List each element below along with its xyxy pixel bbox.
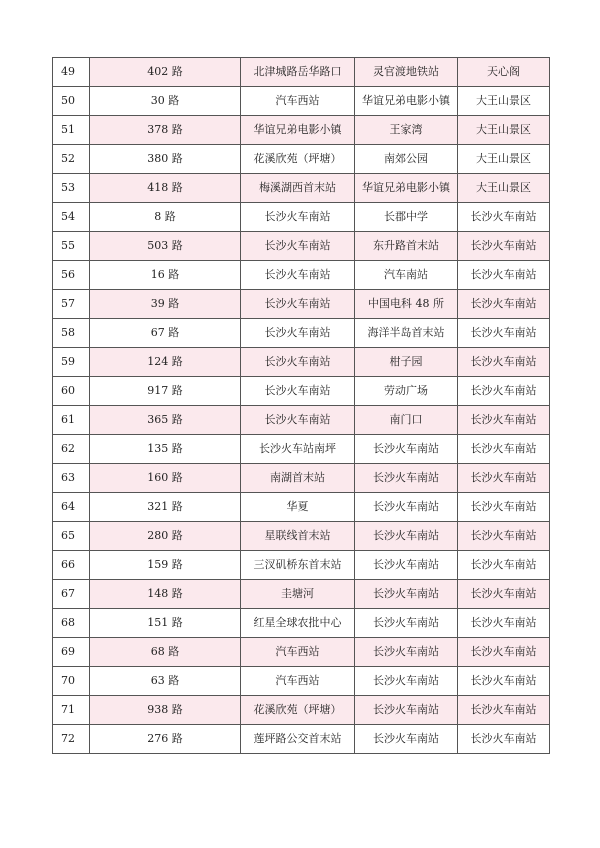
table-row: [53, 319, 550, 348]
cell-route: 280 路: [90, 522, 241, 551]
cell-station-b: 长沙火车南站: [355, 493, 458, 522]
cell-station-a: 花溪欣苑（坪塘）: [241, 696, 355, 725]
cell-route: 67 路: [90, 319, 241, 348]
cell-station-c: 长沙火车南站: [458, 464, 550, 493]
cell-station-a: 汽车西站: [241, 667, 355, 696]
cell-route: 365 路: [90, 406, 241, 435]
cell-route: 135 路: [90, 435, 241, 464]
table-row: [53, 638, 550, 667]
cell-station-b: 柑子园: [355, 348, 458, 377]
table-row: [53, 290, 550, 319]
cell-route: 8 路: [90, 203, 241, 232]
table-body: [53, 58, 550, 754]
cell-index: 66: [53, 551, 90, 580]
cell-index: 72: [53, 725, 90, 754]
table-row: [53, 203, 550, 232]
cell-station-b: 东升路首末站: [355, 232, 458, 261]
cell-station-c: 长沙火车南站: [458, 203, 550, 232]
cell-station-b: 海洋半岛首末站: [355, 319, 458, 348]
table-row: [53, 232, 550, 261]
cell-route: 160 路: [90, 464, 241, 493]
cell-station-a: 长沙火车南站: [241, 406, 355, 435]
cell-station-a: 汽车西站: [241, 638, 355, 667]
cell-index: 52: [53, 145, 90, 174]
cell-station-c: 长沙火车南站: [458, 319, 550, 348]
cell-station-c: 长沙火车南站: [458, 522, 550, 551]
cell-station-a: 北津城路岳华路口: [241, 58, 355, 87]
cell-station-c: 长沙火车南站: [458, 638, 550, 667]
table-row: [53, 522, 550, 551]
cell-index: 59: [53, 348, 90, 377]
cell-station-a: 三汊矶桥东首末站: [241, 551, 355, 580]
cell-station-c: 长沙火车南站: [458, 377, 550, 406]
cell-station-c: 长沙火车南站: [458, 696, 550, 725]
cell-station-c: 长沙火车南站: [458, 609, 550, 638]
cell-station-b: 南郊公园: [355, 145, 458, 174]
cell-route: 503 路: [90, 232, 241, 261]
cell-route: 124 路: [90, 348, 241, 377]
cell-index: 60: [53, 377, 90, 406]
cell-station-b: 长沙火车南站: [355, 435, 458, 464]
cell-route: 151 路: [90, 609, 241, 638]
cell-station-c: 大王山景区: [458, 87, 550, 116]
cell-station-b: 长沙火车南站: [355, 696, 458, 725]
cell-route: 321 路: [90, 493, 241, 522]
cell-station-c: 长沙火车南站: [458, 580, 550, 609]
cell-route: 16 路: [90, 261, 241, 290]
cell-station-a: 长沙火车南站: [241, 348, 355, 377]
cell-station-a: 莲坪路公交首末站: [241, 725, 355, 754]
cell-index: 62: [53, 435, 90, 464]
cell-station-a: 圭塘河: [241, 580, 355, 609]
cell-index: 53: [53, 174, 90, 203]
cell-station-b: 王家湾: [355, 116, 458, 145]
table-row: [53, 551, 550, 580]
cell-index: 50: [53, 87, 90, 116]
cell-station-c: 长沙火车南站: [458, 406, 550, 435]
cell-station-a: 长沙火车南站: [241, 232, 355, 261]
cell-station-b: 汽车南站: [355, 261, 458, 290]
cell-station-a: 花溪欣苑（坪塘）: [241, 145, 355, 174]
cell-index: 64: [53, 493, 90, 522]
table-row: [53, 348, 550, 377]
bus-route-table-container: [52, 57, 549, 754]
cell-station-b: 华谊兄弟电影小镇: [355, 87, 458, 116]
cell-station-c: 长沙火车南站: [458, 261, 550, 290]
cell-station-a: 长沙火车南站: [241, 203, 355, 232]
cell-station-c: 长沙火车南站: [458, 725, 550, 754]
cell-station-c: 大王山景区: [458, 145, 550, 174]
table-row: [53, 116, 550, 145]
cell-index: 54: [53, 203, 90, 232]
cell-station-a: 汽车西站: [241, 87, 355, 116]
table-row: [53, 435, 550, 464]
cell-station-c: 长沙火车南站: [458, 290, 550, 319]
cell-station-b: 长沙火车南站: [355, 725, 458, 754]
cell-station-c: 长沙火车南站: [458, 551, 550, 580]
cell-station-b: 长沙火车南站: [355, 522, 458, 551]
cell-route: 30 路: [90, 87, 241, 116]
table-row: [53, 696, 550, 725]
cell-station-a: 长沙火车站南坪: [241, 435, 355, 464]
table-row: [53, 145, 550, 174]
table-row: [53, 174, 550, 203]
cell-index: 63: [53, 464, 90, 493]
cell-index: 68: [53, 609, 90, 638]
table-row: [53, 464, 550, 493]
cell-station-c: 长沙火车南站: [458, 348, 550, 377]
cell-station-b: 长沙火车南站: [355, 580, 458, 609]
cell-station-b: 灵官渡地铁站: [355, 58, 458, 87]
cell-station-b: 长沙火车南站: [355, 609, 458, 638]
cell-route: 63 路: [90, 667, 241, 696]
cell-index: 71: [53, 696, 90, 725]
cell-route: 159 路: [90, 551, 241, 580]
cell-station-a: 星联线首末站: [241, 522, 355, 551]
cell-route: 380 路: [90, 145, 241, 174]
table-row: [53, 493, 550, 522]
cell-route: 917 路: [90, 377, 241, 406]
cell-index: 58: [53, 319, 90, 348]
cell-station-a: 梅溪湖西首末站: [241, 174, 355, 203]
cell-station-c: 长沙火车南站: [458, 493, 550, 522]
bus-route-table: [52, 57, 550, 754]
cell-index: 57: [53, 290, 90, 319]
cell-route: 148 路: [90, 580, 241, 609]
cell-route: 276 路: [90, 725, 241, 754]
cell-station-a: 长沙火车南站: [241, 377, 355, 406]
cell-station-c: 长沙火车南站: [458, 667, 550, 696]
table-row: [53, 667, 550, 696]
cell-station-b: 长沙火车南站: [355, 667, 458, 696]
cell-station-a: 长沙火车南站: [241, 290, 355, 319]
table-row: [53, 406, 550, 435]
cell-station-b: 长沙火车南站: [355, 638, 458, 667]
cell-station-c: 长沙火车南站: [458, 232, 550, 261]
cell-index: 56: [53, 261, 90, 290]
cell-index: 65: [53, 522, 90, 551]
table-row: [53, 87, 550, 116]
table-row: [53, 261, 550, 290]
cell-station-a: 华夏: [241, 493, 355, 522]
cell-station-b: 南门口: [355, 406, 458, 435]
cell-index: 70: [53, 667, 90, 696]
cell-station-b: 长沙火车南站: [355, 464, 458, 493]
table-row: [53, 580, 550, 609]
cell-station-a: 华谊兄弟电影小镇: [241, 116, 355, 145]
cell-station-b: 中国电科 48 所: [355, 290, 458, 319]
cell-station-b: 长郡中学: [355, 203, 458, 232]
cell-index: 49: [53, 58, 90, 87]
cell-station-b: 长沙火车南站: [355, 551, 458, 580]
cell-route: 418 路: [90, 174, 241, 203]
cell-station-b: 华谊兄弟电影小镇: [355, 174, 458, 203]
cell-station-a: 南湖首末站: [241, 464, 355, 493]
cell-station-b: 劳动广场: [355, 377, 458, 406]
cell-route: 378 路: [90, 116, 241, 145]
cell-index: 61: [53, 406, 90, 435]
cell-station-c: 大王山景区: [458, 116, 550, 145]
cell-route: 68 路: [90, 638, 241, 667]
cell-station-c: 大王山景区: [458, 174, 550, 203]
cell-station-c: 长沙火车南站: [458, 435, 550, 464]
cell-station-c: 天心阁: [458, 58, 550, 87]
cell-route: 938 路: [90, 696, 241, 725]
table-row: [53, 58, 550, 87]
cell-route: 39 路: [90, 290, 241, 319]
table-row: [53, 725, 550, 754]
cell-station-a: 红星全球农批中心: [241, 609, 355, 638]
cell-station-a: 长沙火车南站: [241, 319, 355, 348]
table-row: [53, 609, 550, 638]
cell-index: 69: [53, 638, 90, 667]
cell-index: 51: [53, 116, 90, 145]
cell-index: 55: [53, 232, 90, 261]
table-row: [53, 377, 550, 406]
cell-index: 67: [53, 580, 90, 609]
cell-route: 402 路: [90, 58, 241, 87]
cell-station-a: 长沙火车南站: [241, 261, 355, 290]
